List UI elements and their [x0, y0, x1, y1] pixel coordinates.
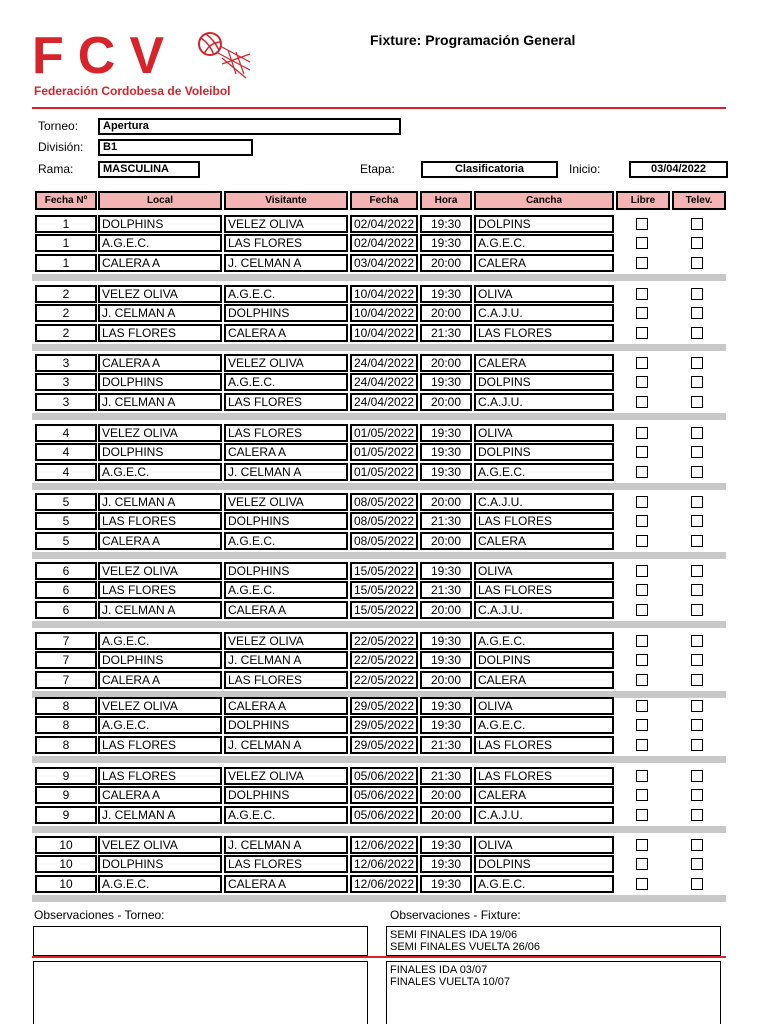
telev-checkbox[interactable]: [691, 427, 703, 439]
round-separator: [32, 756, 726, 763]
libre-checkbox[interactable]: [636, 604, 648, 616]
telev-checkbox[interactable]: [691, 396, 703, 408]
fecha-cell[interactable]: 08/05/2022: [350, 493, 418, 511]
hora-cell[interactable]: 19:30: [420, 463, 472, 481]
libre-checkbox[interactable]: [636, 357, 648, 369]
libre-checkbox[interactable]: [636, 565, 648, 577]
fecha-cell[interactable]: 22/05/2022: [350, 632, 418, 650]
libre-checkbox[interactable]: [636, 396, 648, 408]
fecha-n-cell[interactable]: 6: [35, 562, 97, 580]
libre-checkbox[interactable]: [636, 327, 648, 339]
hora-cell[interactable]: 20:00: [420, 393, 472, 411]
hora-cell[interactable]: 21:30: [420, 767, 472, 785]
visitante-cell[interactable]: DOLPHINS: [224, 716, 348, 734]
fecha-cell[interactable]: 05/06/2022: [350, 806, 418, 824]
cancha-cell[interactable]: LAS FLORES: [474, 512, 614, 530]
libre-checkbox[interactable]: [636, 654, 648, 666]
visitante-cell[interactable]: J. CELMAN A: [224, 254, 348, 272]
local-cell[interactable]: A.G.E.C.: [98, 632, 222, 650]
fecha-cell[interactable]: 03/04/2022: [350, 254, 418, 272]
visitante-cell[interactable]: DOLPHINS: [224, 786, 348, 804]
telev-checkbox[interactable]: [691, 770, 703, 782]
local-cell[interactable]: LAS FLORES: [98, 736, 222, 754]
obs-torneo-box-2[interactable]: [33, 961, 368, 1024]
local-cell[interactable]: A.G.E.C.: [98, 716, 222, 734]
fecha-cell[interactable]: 01/05/2022: [350, 443, 418, 461]
cancha-cell[interactable]: A.G.E.C.: [474, 716, 614, 734]
visitante-cell[interactable]: LAS FLORES: [224, 424, 348, 442]
visitante-cell[interactable]: VELEZ OLIVA: [224, 493, 348, 511]
hora-cell[interactable]: 19:30: [420, 697, 472, 715]
hora-cell[interactable]: 19:30: [420, 836, 472, 854]
visitante-cell[interactable]: VELEZ OLIVA: [224, 354, 348, 372]
fecha-cell[interactable]: 12/06/2022: [350, 855, 418, 873]
fecha-cell[interactable]: 15/05/2022: [350, 562, 418, 580]
fecha-n-cell[interactable]: 5: [35, 493, 97, 511]
visitante-cell[interactable]: CALERA A: [224, 697, 348, 715]
fecha-n-cell[interactable]: 2: [35, 285, 97, 303]
fcv-logo: [32, 28, 252, 104]
libre-checkbox[interactable]: [636, 288, 648, 300]
header-col-fecha-n: Fecha Nº: [35, 191, 97, 210]
hora-cell[interactable]: 20:00: [420, 786, 472, 804]
telev-checkbox[interactable]: [691, 288, 703, 300]
cancha-cell[interactable]: C.A.J.U.: [474, 601, 614, 619]
rama-label: Rama:: [38, 162, 74, 176]
visitante-cell[interactable]: A.G.E.C.: [224, 532, 348, 550]
obs-torneo-box-1[interactable]: [33, 926, 368, 956]
fecha-n-cell[interactable]: 5: [35, 532, 97, 550]
visitante-cell[interactable]: A.G.E.C.: [224, 373, 348, 391]
fecha-n-cell[interactable]: 2: [35, 324, 97, 342]
cancha-cell[interactable]: CALERA: [474, 254, 614, 272]
hora-cell[interactable]: 19:30: [420, 443, 472, 461]
fecha-n-cell[interactable]: 10: [35, 855, 97, 873]
round-separator: [32, 274, 726, 281]
cancha-cell[interactable]: LAS FLORES: [474, 767, 614, 785]
fecha-cell[interactable]: 22/05/2022: [350, 671, 418, 689]
visitante-cell[interactable]: DOLPHINS: [224, 562, 348, 580]
local-cell[interactable]: VELEZ OLIVA: [98, 562, 222, 580]
cancha-cell[interactable]: OLIVA: [474, 562, 614, 580]
hora-cell[interactable]: 20:00: [420, 806, 472, 824]
hora-cell[interactable]: 19:30: [420, 716, 472, 734]
fecha-cell[interactable]: 10/04/2022: [350, 304, 418, 322]
fecha-n-cell[interactable]: 4: [35, 443, 97, 461]
libre-checkbox[interactable]: [636, 496, 648, 508]
cancha-cell[interactable]: LAS FLORES: [474, 324, 614, 342]
visitante-cell[interactable]: J. CELMAN A: [224, 736, 348, 754]
visitante-cell[interactable]: VELEZ OLIVA: [224, 767, 348, 785]
fecha-n-cell[interactable]: 3: [35, 373, 97, 391]
inicio-label: Inicio:: [569, 162, 601, 176]
hora-cell[interactable]: 19:30: [420, 373, 472, 391]
fecha-n-cell[interactable]: 1: [35, 215, 97, 233]
fecha-n-cell[interactable]: 3: [35, 393, 97, 411]
fecha-n-cell[interactable]: 6: [35, 581, 97, 599]
visitante-cell[interactable]: LAS FLORES: [224, 393, 348, 411]
etapa-field[interactable]: Clasificatoria: [421, 161, 558, 178]
libre-checkbox[interactable]: [636, 515, 648, 527]
fecha-n-cell[interactable]: 4: [35, 424, 97, 442]
logo-letters: FCV: [32, 27, 178, 85]
obs-fixture-line: FINALES IDA 03/07: [390, 964, 488, 976]
fecha-n-cell[interactable]: 8: [35, 697, 97, 715]
libre-checkbox[interactable]: [636, 719, 648, 731]
visitante-cell[interactable]: J. CELMAN A: [224, 651, 348, 669]
local-cell[interactable]: CALERA A: [98, 354, 222, 372]
round-separator: [32, 895, 726, 902]
telev-checkbox[interactable]: [691, 654, 703, 666]
header-col-local: Local: [98, 191, 222, 210]
telev-checkbox[interactable]: [691, 515, 703, 527]
hora-cell[interactable]: 20:00: [420, 671, 472, 689]
fecha-n-cell[interactable]: 6: [35, 601, 97, 619]
local-cell[interactable]: DOLPHINS: [98, 651, 222, 669]
fecha-n-cell[interactable]: 7: [35, 632, 97, 650]
libre-checkbox[interactable]: [636, 878, 648, 890]
local-cell[interactable]: LAS FLORES: [98, 512, 222, 530]
libre-checkbox[interactable]: [636, 535, 648, 547]
fecha-cell[interactable]: 10/04/2022: [350, 324, 418, 342]
local-cell[interactable]: VELEZ OLIVA: [98, 697, 222, 715]
round-separator: [32, 621, 726, 628]
torneo-field[interactable]: Apertura: [98, 118, 401, 135]
page-title: Fixture: Programación General: [370, 32, 576, 48]
header-col-libre: Libre: [616, 191, 670, 210]
fecha-cell[interactable]: 22/05/2022: [350, 651, 418, 669]
local-cell[interactable]: LAS FLORES: [98, 324, 222, 342]
local-cell[interactable]: J. CELMAN A: [98, 493, 222, 511]
hora-cell[interactable]: 20:00: [420, 354, 472, 372]
libre-checkbox[interactable]: [636, 674, 648, 686]
cancha-cell[interactable]: CALERA: [474, 671, 614, 689]
round-separator: [32, 826, 726, 833]
hora-cell[interactable]: 20:00: [420, 493, 472, 511]
hora-cell[interactable]: 19:30: [420, 855, 472, 873]
libre-checkbox[interactable]: [636, 809, 648, 821]
local-cell[interactable]: VELEZ OLIVA: [98, 285, 222, 303]
telev-checkbox[interactable]: [691, 466, 703, 478]
libre-checkbox[interactable]: [636, 789, 648, 801]
visitante-cell[interactable]: CALERA A: [224, 875, 348, 893]
visitante-cell[interactable]: A.G.E.C.: [224, 285, 348, 303]
telev-checkbox[interactable]: [691, 584, 703, 596]
visitante-cell[interactable]: A.G.E.C.: [224, 806, 348, 824]
obs-torneo-label: Observaciones - Torneo:: [34, 908, 165, 922]
hora-cell[interactable]: 19:30: [420, 875, 472, 893]
visitante-cell[interactable]: CALERA A: [224, 443, 348, 461]
local-cell[interactable]: CALERA A: [98, 786, 222, 804]
fecha-n-cell[interactable]: 7: [35, 651, 97, 669]
telev-checkbox[interactable]: [691, 376, 703, 388]
fecha-cell[interactable]: 29/05/2022: [350, 697, 418, 715]
libre-checkbox[interactable]: [636, 446, 648, 458]
fecha-n-cell[interactable]: 1: [35, 254, 97, 272]
libre-checkbox[interactable]: [636, 218, 648, 230]
telev-checkbox[interactable]: [691, 700, 703, 712]
round-separator: [32, 552, 726, 559]
fecha-n-cell[interactable]: 9: [35, 786, 97, 804]
local-cell[interactable]: J. CELMAN A: [98, 393, 222, 411]
header-col-visitante: Visitante: [224, 191, 348, 210]
local-cell[interactable]: CALERA A: [98, 254, 222, 272]
fecha-cell[interactable]: 29/05/2022: [350, 736, 418, 754]
telev-checkbox[interactable]: [691, 357, 703, 369]
local-cell[interactable]: LAS FLORES: [98, 581, 222, 599]
cancha-cell[interactable]: LAS FLORES: [474, 581, 614, 599]
fecha-cell[interactable]: 15/05/2022: [350, 581, 418, 599]
volleyball-icon: [192, 30, 252, 80]
local-cell[interactable]: A.G.E.C.: [98, 875, 222, 893]
local-cell[interactable]: DOLPHINS: [98, 443, 222, 461]
fecha-n-cell[interactable]: 4: [35, 463, 97, 481]
hora-cell[interactable]: 21:30: [420, 581, 472, 599]
fecha-n-cell[interactable]: 8: [35, 716, 97, 734]
local-cell[interactable]: CALERA A: [98, 532, 222, 550]
fecha-n-cell[interactable]: 10: [35, 836, 97, 854]
cancha-cell[interactable]: C.A.J.U.: [474, 393, 614, 411]
fecha-n-cell[interactable]: 2: [35, 304, 97, 322]
round-separator: [32, 483, 726, 490]
fecha-cell[interactable]: 10/04/2022: [350, 285, 418, 303]
cancha-cell[interactable]: DOLPINS: [474, 855, 614, 873]
hora-cell[interactable]: 19:30: [420, 285, 472, 303]
division-field[interactable]: B1: [98, 139, 253, 156]
cancha-cell[interactable]: C.A.J.U.: [474, 806, 614, 824]
fecha-n-cell[interactable]: 3: [35, 354, 97, 372]
libre-checkbox[interactable]: [636, 858, 648, 870]
cancha-cell[interactable]: DOLPINS: [474, 215, 614, 233]
local-cell[interactable]: VELEZ OLIVA: [98, 424, 222, 442]
telev-checkbox[interactable]: [691, 327, 703, 339]
fecha-cell[interactable]: 12/06/2022: [350, 836, 418, 854]
cancha-cell[interactable]: OLIVA: [474, 424, 614, 442]
visitante-cell[interactable]: LAS FLORES: [224, 234, 348, 252]
hora-cell[interactable]: 20:00: [420, 254, 472, 272]
libre-checkbox[interactable]: [636, 307, 648, 319]
local-cell[interactable]: LAS FLORES: [98, 767, 222, 785]
visitante-cell[interactable]: J. CELMAN A: [224, 463, 348, 481]
fecha-n-cell[interactable]: 10: [35, 875, 97, 893]
telev-checkbox[interactable]: [691, 496, 703, 508]
fecha-cell[interactable]: 12/06/2022: [350, 875, 418, 893]
logo-subtitle: Federación Cordobesa de Voleibol: [34, 84, 231, 98]
fecha-cell[interactable]: 24/04/2022: [350, 393, 418, 411]
hora-cell[interactable]: 19:30: [420, 234, 472, 252]
telev-checkbox[interactable]: [691, 635, 703, 647]
cancha-cell[interactable]: OLIVA: [474, 836, 614, 854]
obs-fixture-line: SEMI FINALES VUELTA 26/06: [390, 941, 540, 953]
fecha-cell[interactable]: 08/05/2022: [350, 512, 418, 530]
telev-checkbox[interactable]: [691, 789, 703, 801]
fecha-cell[interactable]: 24/04/2022: [350, 373, 418, 391]
local-cell[interactable]: J. CELMAN A: [98, 806, 222, 824]
hora-cell[interactable]: 19:30: [420, 651, 472, 669]
libre-checkbox[interactable]: [636, 466, 648, 478]
header-col-telev: Telev.: [672, 191, 726, 210]
cancha-cell[interactable]: A.G.E.C.: [474, 875, 614, 893]
header-col-fecha: Fecha: [350, 191, 418, 210]
visitante-cell[interactable]: DOLPHINS: [224, 512, 348, 530]
hora-cell[interactable]: 19:30: [420, 215, 472, 233]
hora-cell[interactable]: 19:30: [420, 632, 472, 650]
visitante-cell[interactable]: DOLPHINS: [224, 304, 348, 322]
rama-field[interactable]: MASCULINA: [98, 161, 200, 178]
fecha-n-cell[interactable]: 9: [35, 806, 97, 824]
visitante-cell[interactable]: A.G.E.C.: [224, 581, 348, 599]
cancha-cell[interactable]: CALERA: [474, 532, 614, 550]
cancha-cell[interactable]: DOLPINS: [474, 443, 614, 461]
visitante-cell[interactable]: LAS FLORES: [224, 671, 348, 689]
cancha-cell[interactable]: C.A.J.U.: [474, 493, 614, 511]
cancha-cell[interactable]: A.G.E.C.: [474, 463, 614, 481]
hora-cell[interactable]: 20:00: [420, 304, 472, 322]
fecha-n-cell[interactable]: 1: [35, 234, 97, 252]
cancha-cell[interactable]: OLIVA: [474, 285, 614, 303]
telev-checkbox[interactable]: [691, 674, 703, 686]
cancha-cell[interactable]: DOLPINS: [474, 373, 614, 391]
hora-cell[interactable]: 21:30: [420, 512, 472, 530]
header-col-cancha: Cancha: [474, 191, 614, 210]
fecha-cell[interactable]: 24/04/2022: [350, 354, 418, 372]
local-cell[interactable]: DOLPHINS: [98, 855, 222, 873]
libre-checkbox[interactable]: [636, 584, 648, 596]
libre-checkbox[interactable]: [636, 257, 648, 269]
telev-checkbox[interactable]: [691, 878, 703, 890]
fecha-cell[interactable]: 05/06/2022: [350, 767, 418, 785]
hora-cell[interactable]: 19:30: [420, 424, 472, 442]
visitante-cell[interactable]: J. CELMAN A: [224, 836, 348, 854]
fecha-n-cell[interactable]: 7: [35, 671, 97, 689]
telev-checkbox[interactable]: [691, 719, 703, 731]
local-cell[interactable]: J. CELMAN A: [98, 304, 222, 322]
fecha-cell[interactable]: 05/06/2022: [350, 786, 418, 804]
local-cell[interactable]: CALERA A: [98, 671, 222, 689]
libre-checkbox[interactable]: [636, 237, 648, 249]
telev-checkbox[interactable]: [691, 218, 703, 230]
fecha-cell[interactable]: 29/05/2022: [350, 716, 418, 734]
libre-checkbox[interactable]: [636, 839, 648, 851]
telev-checkbox[interactable]: [691, 237, 703, 249]
visitante-cell[interactable]: CALERA A: [224, 601, 348, 619]
local-cell[interactable]: A.G.E.C.: [98, 234, 222, 252]
header-divider: [32, 107, 726, 109]
hora-cell[interactable]: 20:00: [420, 601, 472, 619]
page-break-line: [32, 956, 726, 958]
telev-checkbox[interactable]: [691, 257, 703, 269]
inicio-field[interactable]: 03/04/2022: [629, 161, 728, 178]
cancha-cell[interactable]: CALERA: [474, 354, 614, 372]
visitante-cell[interactable]: VELEZ OLIVA: [224, 215, 348, 233]
cancha-cell[interactable]: A.G.E.C.: [474, 632, 614, 650]
libre-checkbox[interactable]: [636, 700, 648, 712]
fecha-n-cell[interactable]: 8: [35, 736, 97, 754]
obs-fixture-line: SEMI FINALES IDA 19/06: [390, 929, 518, 941]
cancha-cell[interactable]: LAS FLORES: [474, 736, 614, 754]
hora-cell[interactable]: 21:30: [420, 324, 472, 342]
libre-checkbox[interactable]: [636, 635, 648, 647]
telev-checkbox[interactable]: [691, 858, 703, 870]
fecha-cell[interactable]: 01/05/2022: [350, 424, 418, 442]
fecha-cell[interactable]: 01/05/2022: [350, 463, 418, 481]
fecha-cell[interactable]: 02/04/2022: [350, 215, 418, 233]
etapa-label: Etapa:: [360, 162, 395, 176]
telev-checkbox[interactable]: [691, 739, 703, 751]
round-separator: [32, 413, 726, 420]
cancha-cell[interactable]: CALERA: [474, 786, 614, 804]
cancha-cell[interactable]: C.A.J.U.: [474, 304, 614, 322]
visitante-cell[interactable]: CALERA A: [224, 324, 348, 342]
telev-checkbox[interactable]: [691, 535, 703, 547]
telev-checkbox[interactable]: [691, 565, 703, 577]
division-label: División:: [38, 140, 84, 154]
cancha-cell[interactable]: DOLPINS: [474, 651, 614, 669]
local-cell[interactable]: A.G.E.C.: [98, 463, 222, 481]
visitante-cell[interactable]: LAS FLORES: [224, 855, 348, 873]
telev-checkbox[interactable]: [691, 307, 703, 319]
fecha-cell[interactable]: 08/05/2022: [350, 532, 418, 550]
libre-checkbox[interactable]: [636, 739, 648, 751]
cancha-cell[interactable]: OLIVA: [474, 697, 614, 715]
telev-checkbox[interactable]: [691, 446, 703, 458]
local-cell[interactable]: DOLPHINS: [98, 215, 222, 233]
obs-fixture-label: Observaciones - Fixture:: [390, 908, 521, 922]
telev-checkbox[interactable]: [691, 809, 703, 821]
libre-checkbox[interactable]: [636, 427, 648, 439]
telev-checkbox[interactable]: [691, 839, 703, 851]
fecha-n-cell[interactable]: 9: [35, 767, 97, 785]
libre-checkbox[interactable]: [636, 376, 648, 388]
libre-checkbox[interactable]: [636, 770, 648, 782]
cancha-cell[interactable]: A.G.E.C.: [474, 234, 614, 252]
fecha-cell[interactable]: 15/05/2022: [350, 601, 418, 619]
hora-cell[interactable]: 21:30: [420, 736, 472, 754]
fecha-n-cell[interactable]: 5: [35, 512, 97, 530]
torneo-label: Torneo:: [38, 119, 79, 133]
telev-checkbox[interactable]: [691, 604, 703, 616]
fecha-cell[interactable]: 02/04/2022: [350, 234, 418, 252]
obs-fixture-line: FINALES VUELTA 10/07: [390, 976, 511, 988]
header-col-hora: Hora: [420, 191, 472, 210]
local-cell[interactable]: VELEZ OLIVA: [98, 836, 222, 854]
round-separator: [32, 344, 726, 351]
visitante-cell[interactable]: VELEZ OLIVA: [224, 632, 348, 650]
hora-cell[interactable]: 19:30: [420, 562, 472, 580]
hora-cell[interactable]: 20:00: [420, 532, 472, 550]
local-cell[interactable]: DOLPHINS: [98, 373, 222, 391]
local-cell[interactable]: J. CELMAN A: [98, 601, 222, 619]
